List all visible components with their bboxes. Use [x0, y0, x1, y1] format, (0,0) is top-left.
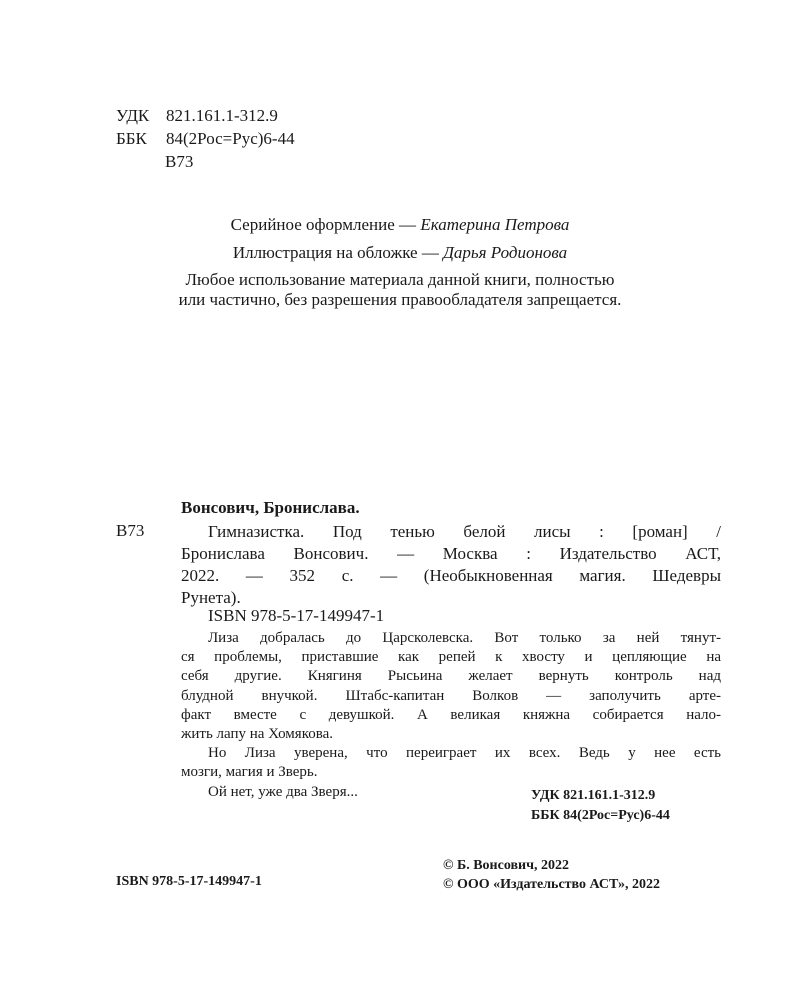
copyright-publisher: © ООО «Издательство АСТ», 2022 [443, 877, 661, 892]
udk-row [116, 104, 295, 127]
copyright-block [443, 856, 660, 894]
cover-illustration-label: Иллюстрация на обложке — [232, 243, 444, 262]
series-design-label: Серийное оформление — [230, 215, 421, 234]
bib-line: Гимназистка. Под тенью белой лисы : [роман] / [208, 522, 721, 541]
cover-illustration-credit [0, 243, 800, 263]
annotation-line: Ой нет, уже два Зверя... [208, 783, 358, 800]
annotation-line: Но Лиза уверена, что переиграет их всех. Ведь у нее есть [208, 745, 721, 762]
bib-line: Бронислава Вонсович. — Москва : Издательство АСТ, [181, 544, 721, 563]
bbk-row [116, 127, 295, 150]
rights-line: или частично, без разрешения правообладателя запрещается. [178, 290, 622, 309]
series-design-name: Екатерина Петрова [420, 215, 570, 234]
annotation-line: ся проблемы, приставшие как репей к хвосту и цепляющие на [181, 649, 721, 666]
annotation-line: факт вместе с девушкой. А великая княжна собирается нало- [181, 706, 721, 723]
bottom-udk: УДК 821.161.1-312.9 [531, 788, 656, 803]
rights-line: Любое использование материала данной книги, полностью [185, 270, 615, 289]
isbn: ISBN 978-5-17-149947-1 [208, 606, 385, 625]
author-cipher: В73 [165, 152, 194, 171]
cover-illustration-name: Дарья Родионова [443, 243, 568, 262]
classification-codes [116, 104, 295, 173]
udk-value: 821.161.1-312.9 [166, 106, 278, 125]
udk-label: УДК [116, 106, 150, 125]
bbk-label: ББК [116, 129, 147, 148]
bottom-classification [531, 786, 670, 826]
bottom-bbk: ББК 84(2Рос=Рус)6-44 [531, 808, 670, 823]
annotation-line: Лиза добралась до Царсколевска. Вот только за ней тянут- [208, 630, 721, 646]
annotation-line: блудной внучкой. Штабс-капитан Волков — заполучить арте- [181, 687, 721, 704]
annotation [181, 629, 721, 802]
series-design-credit [0, 215, 800, 235]
bib-line: 2022. — 352 с. — (Необыкновенная магия. Шедевры [181, 566, 721, 585]
bib-line: Рунета). [181, 588, 241, 607]
annotation-line: себя другие. Княгиня Рысьина желает вернуть контроль над [181, 668, 721, 685]
copyright-author: © Б. Вонсович, 2022 [443, 858, 570, 873]
bibliographic-author: Вонсович, Бронислава. [181, 498, 360, 517]
annotation-line: жить лапу на Хомякова. [181, 726, 334, 743]
rights-notice [0, 270, 800, 310]
footer-isbn: ISBN 978-5-17-149947-1 [116, 874, 262, 889]
bibliographic-description [181, 521, 721, 609]
annotation-line: мозги, магия и Зверь. [181, 764, 318, 781]
bbk-value: 84(2Рос=Рус)6-44 [166, 129, 295, 148]
bibliographic-cipher: В73 [116, 521, 145, 540]
